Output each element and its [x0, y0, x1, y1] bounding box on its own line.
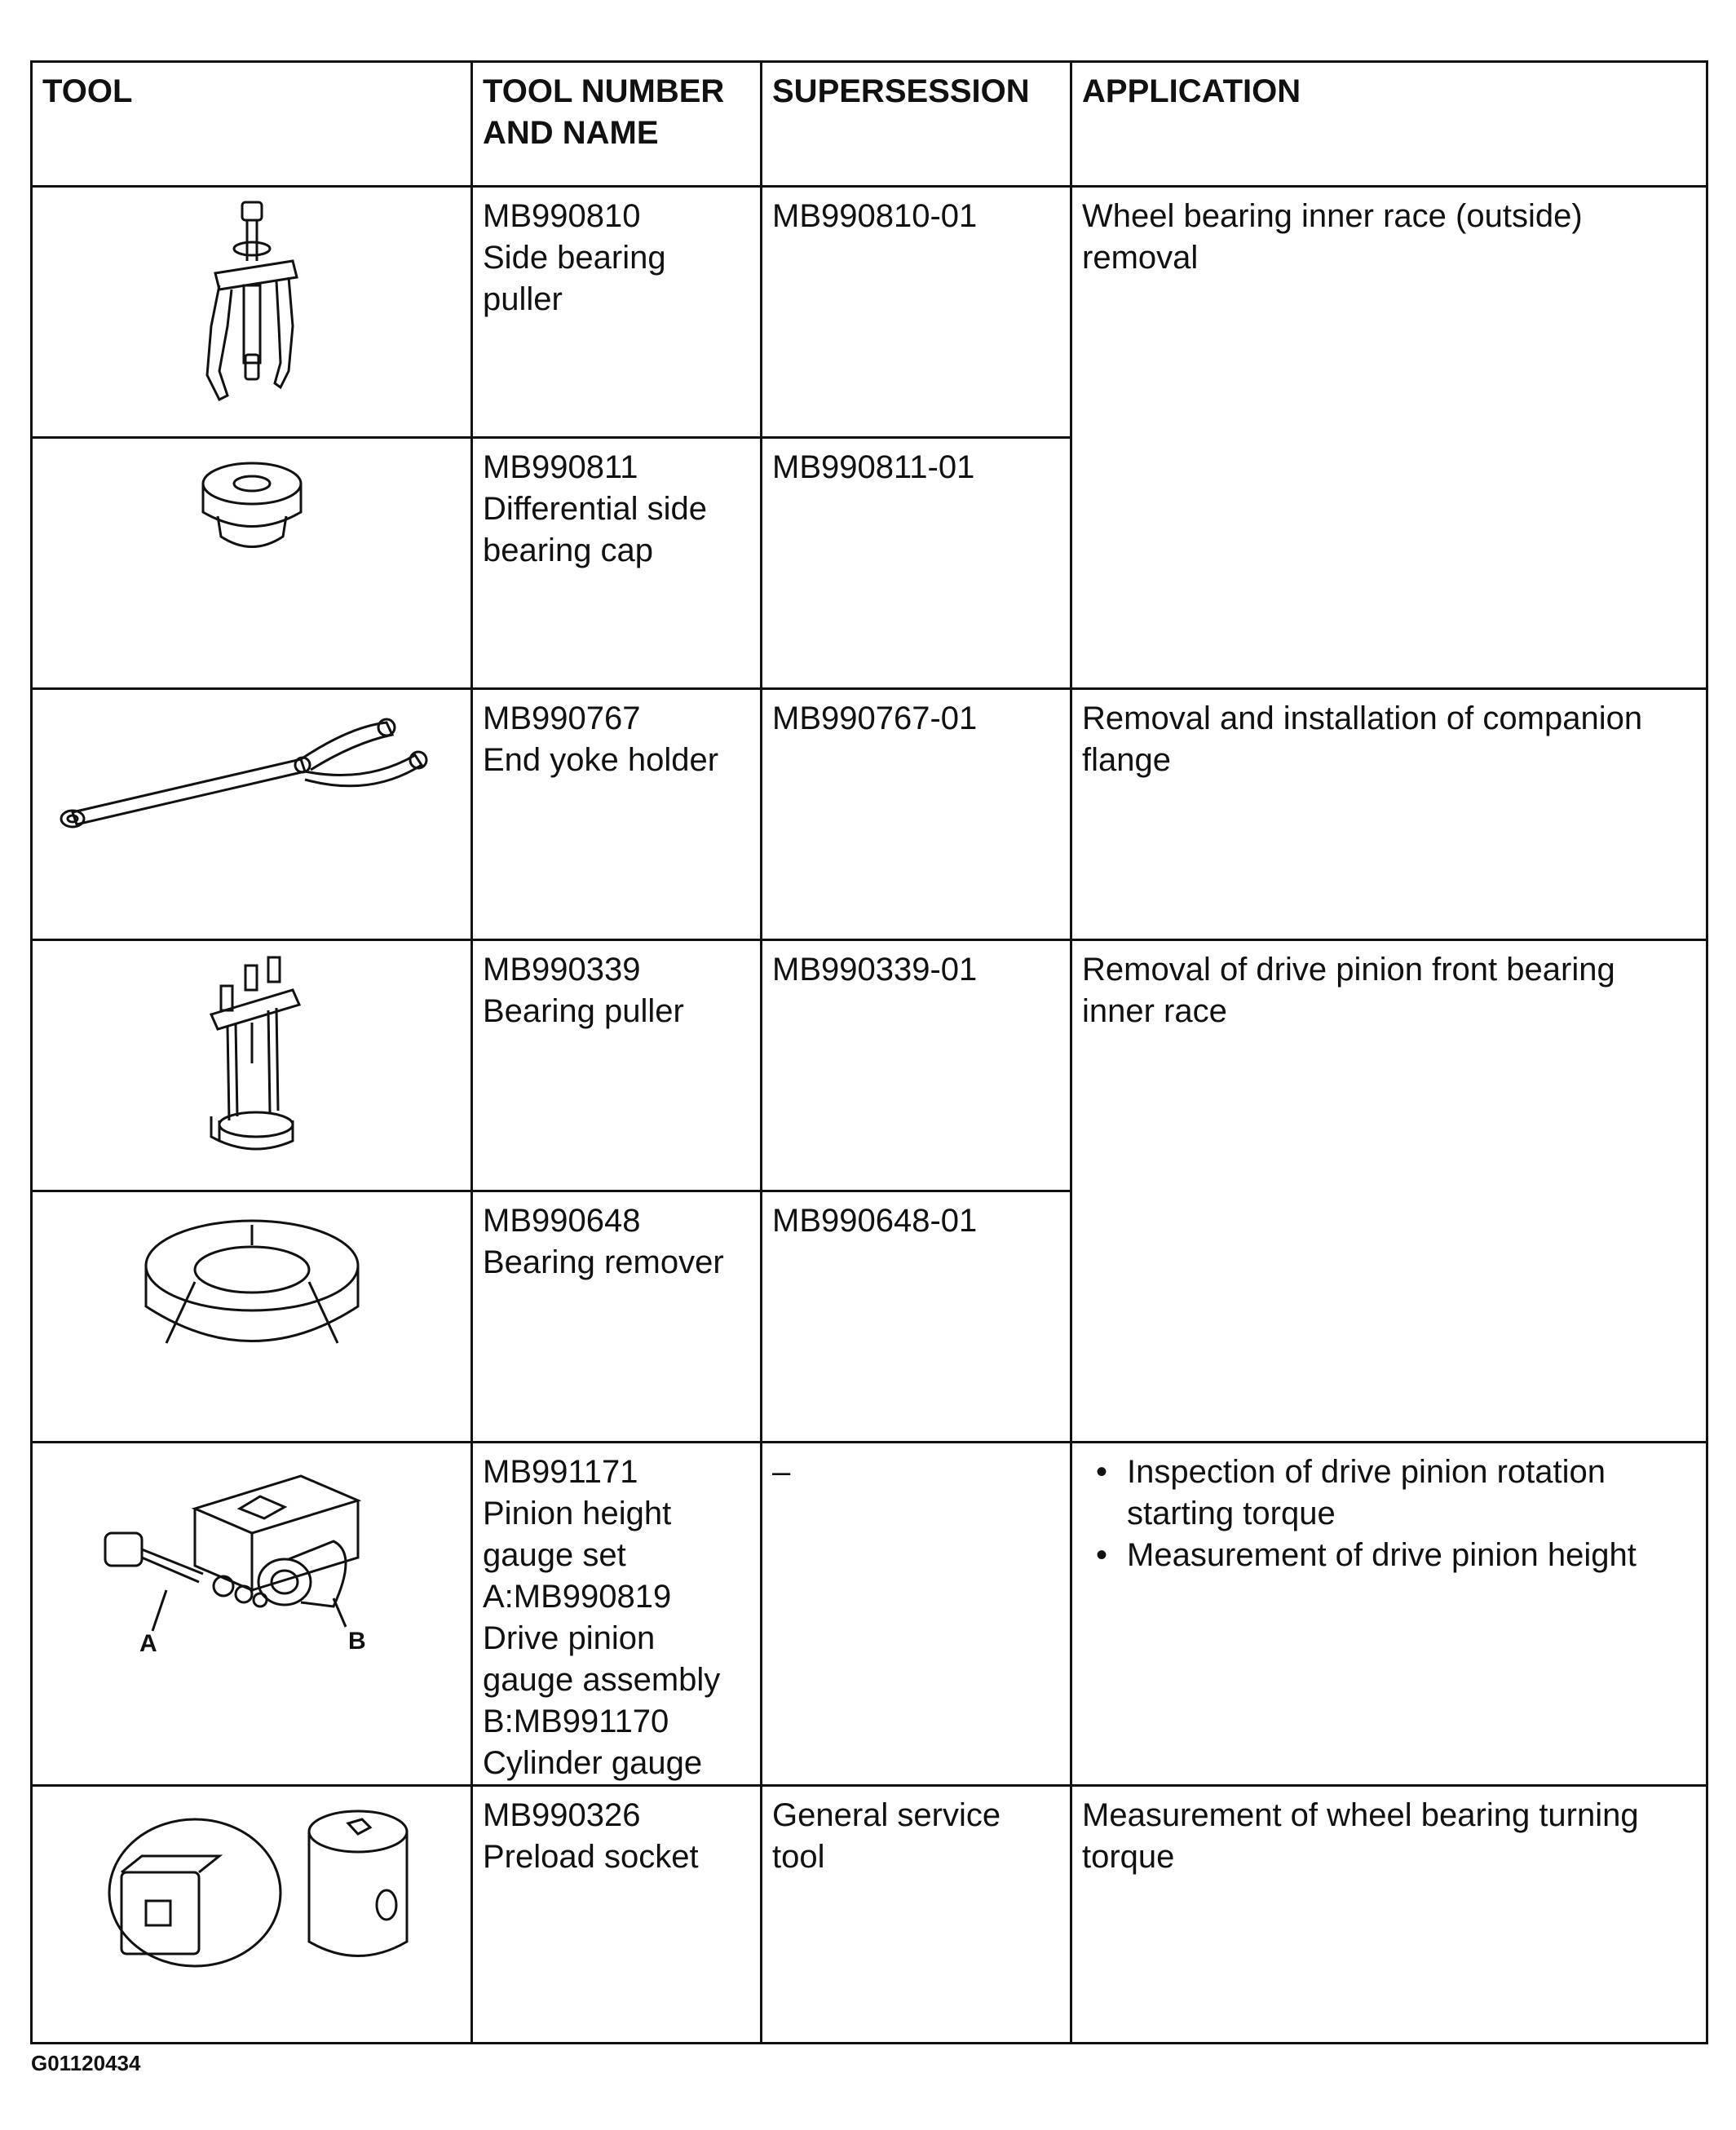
part-a-name: Drive pinion gauge assembly [483, 1620, 721, 1698]
application-cell: Removal and installation of companion flange [1071, 689, 1707, 940]
tool-number-name-cell [472, 1191, 762, 1443]
application-cell: Wheel bearing inner race (outside) removal [1071, 187, 1707, 689]
label-a: A [139, 1630, 157, 1657]
tool-number-name-cell [472, 940, 762, 1191]
supersession-cell: MB990648-01 [762, 1191, 1071, 1443]
application-cell: Measurement of wheel bearing turning torque [1071, 1786, 1707, 2044]
supersession-cell: – [762, 1443, 1071, 1786]
tool-image-cell [32, 1191, 472, 1443]
tool-number: MB990326 [483, 1797, 641, 1833]
list-item: • Inspection of drive pinion rotation starting torque [1127, 1452, 1696, 1535]
tool-image-cell [32, 187, 472, 438]
tool-number-name-cell [472, 689, 762, 940]
pinion-height-gauge-icon [89, 1452, 415, 1664]
table-row [32, 689, 1707, 940]
tool-number-name-cell [472, 438, 762, 689]
header-tool: TOOL [32, 62, 472, 187]
header-number-name: TOOL NUMBER AND NAME [472, 62, 762, 187]
tool-name: Side bearing puller [483, 240, 666, 317]
tool-image-cell [32, 940, 472, 1191]
tool-name: Bearing remover [483, 1244, 724, 1280]
header-supersession: SUPERSESSION [762, 62, 1071, 187]
bearing-puller-icon [170, 949, 334, 1161]
tool-image-cell [32, 1786, 472, 2044]
preload-socket-icon [81, 1795, 423, 1974]
tool-name: Bearing puller [483, 993, 684, 1029]
tool-number: MB990339 [483, 952, 641, 988]
tool-image-cell [32, 1443, 472, 1786]
supersession-cell: MB990339-01 [762, 940, 1071, 1191]
bearing-remover-icon [130, 1200, 374, 1380]
tool-number: MB990767 [483, 700, 641, 736]
table-row [32, 1443, 1707, 1786]
tool-name: Preload socket [483, 1839, 699, 1875]
header-row [32, 62, 1707, 187]
tool-number: MB990648 [483, 1203, 641, 1239]
tool-number: MB990810 [483, 198, 641, 234]
table-row [32, 187, 1707, 438]
end-yoke-holder-icon [56, 698, 448, 861]
supersession-cell: General service tool [762, 1786, 1071, 2044]
tool-name: Differential side bearing cap [483, 491, 707, 568]
tool-number-name-cell [472, 187, 762, 438]
tool-name: End yoke holder [483, 742, 719, 778]
figure-code: G01120434 [31, 2051, 141, 2075]
table-row [32, 1786, 1707, 2044]
list-item: • Measurement of drive pinion height [1127, 1535, 1696, 1576]
tool-image-cell [32, 438, 472, 689]
application-cell [1071, 1443, 1707, 1786]
tool-number: MB991171 [483, 1454, 638, 1490]
table-row [32, 940, 1707, 1191]
part-b-name: Cylinder gauge [483, 1745, 703, 1781]
bearing-cap-icon [170, 447, 334, 577]
supersession-cell: MB990767-01 [762, 689, 1071, 940]
tool-name: Pinion height gauge set [483, 1496, 672, 1573]
tool-image-cell [32, 689, 472, 940]
application-list [1082, 1452, 1696, 1576]
supersession-cell: MB990810-01 [762, 187, 1071, 438]
part-b-number: B:MB991170 [483, 1704, 669, 1739]
tool-number: MB990811 [483, 449, 638, 485]
label-b: B [347, 1628, 366, 1655]
tool-number-name-cell [472, 1443, 762, 1786]
tools-table [30, 60, 1708, 2044]
tool-number-name-cell [472, 1786, 762, 2044]
header-application: APPLICATION [1071, 62, 1707, 187]
supersession-cell: MB990811-01 [762, 438, 1071, 689]
side-bearing-puller-icon [170, 196, 334, 408]
application-cell: Removal of drive pinion front bearing inner race [1071, 940, 1707, 1443]
part-a-number: A:MB990819 [483, 1579, 672, 1615]
